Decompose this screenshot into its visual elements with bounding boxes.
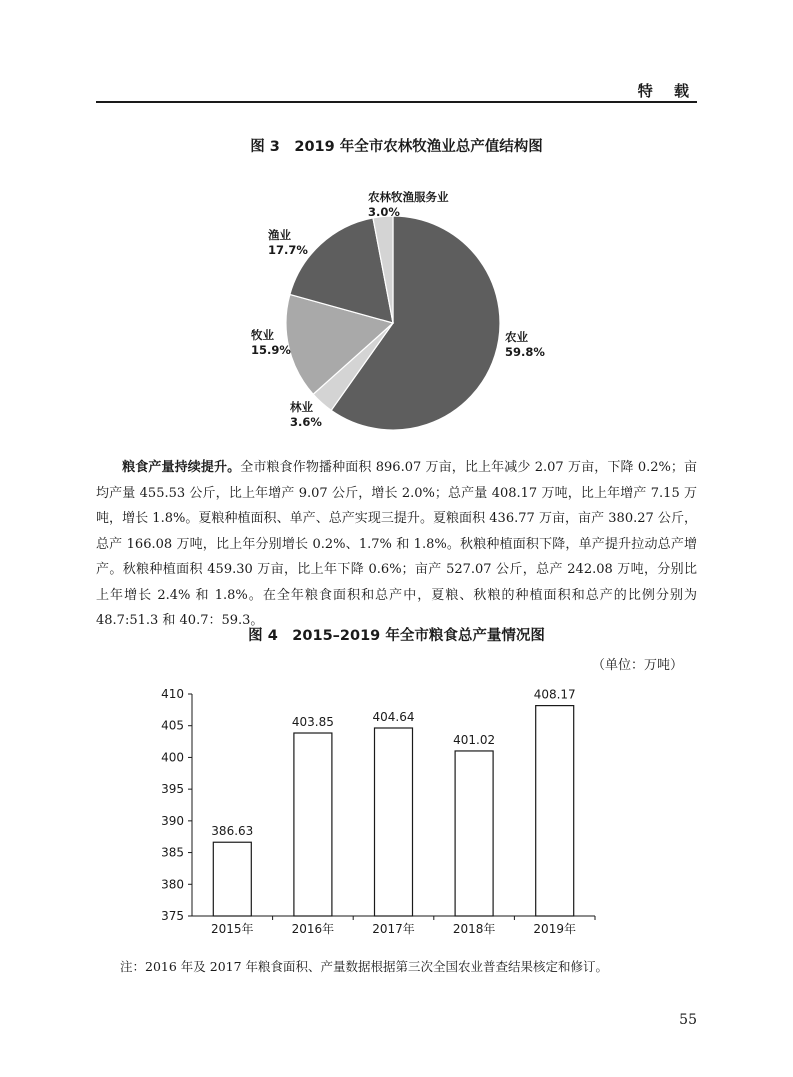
figure3-title: 图 3 2019 年全市农林牧渔业总产值结构图	[250, 139, 543, 155]
x-category-label: 2018年	[452, 922, 496, 936]
pie-label-forestry	[290, 400, 322, 430]
paragraph-lead: 粮食产量持续提升。	[122, 460, 241, 475]
y-tick-label: 380	[161, 877, 184, 892]
bar-2018年	[455, 751, 493, 916]
pie-label-fishery	[268, 228, 308, 258]
pie-label-livestock	[251, 328, 291, 358]
pie-label-agriculture-value: 59.8%	[505, 345, 545, 359]
pie-label-agriculture	[505, 330, 545, 360]
y-tick-label: 400	[161, 750, 184, 765]
pie-label-service	[368, 190, 449, 220]
x-category-label: 2015年	[211, 922, 254, 936]
x-category-label: 2016年	[291, 922, 335, 936]
figure4-title: 图 4 2015–2019 年全市粮食总产量情况图	[248, 628, 545, 644]
pie-label-fishery-value: 17.7%	[268, 243, 308, 257]
y-tick-label: 395	[161, 782, 184, 797]
y-tick-label: 405	[161, 718, 184, 733]
header-rule	[96, 101, 697, 103]
footnote: 注：2016 年及 2017 年粮食面积、产量数据根据第三次全国农业普查结果核定和修订。	[120, 959, 609, 974]
bar-value-label: 401.02	[453, 732, 496, 747]
bar-2015年	[213, 842, 251, 916]
pie-label-livestock-value: 15.9%	[251, 343, 291, 357]
pie-label-service-name: 农林牧渔服务业	[368, 190, 449, 204]
section-header: 特 载	[637, 82, 697, 100]
pie-label-forestry-value: 3.6%	[290, 415, 322, 429]
pie-label-forestry-name: 林业	[290, 400, 313, 414]
x-category-label: 2017年	[372, 922, 415, 936]
y-tick-label: 410	[161, 687, 184, 701]
x-category-label: 2019年	[533, 922, 576, 936]
pie-label-service-value: 3.0%	[368, 205, 400, 219]
bar-value-label: 403.85	[291, 715, 334, 730]
y-tick-label: 375	[161, 909, 184, 923]
pie-chart	[230, 180, 560, 450]
bar-value-label: 408.17	[533, 687, 576, 702]
bar-chart	[140, 678, 610, 940]
page-number: 55	[679, 1012, 697, 1028]
y-tick-label: 390	[161, 813, 184, 828]
bar-value-label: 386.63	[211, 824, 254, 839]
pie-label-agriculture-name: 农业	[505, 330, 528, 344]
bar-value-label: 404.64	[372, 709, 415, 724]
pie-label-livestock-name: 牧业	[251, 328, 274, 342]
unit-label: （单位：万吨）	[591, 658, 683, 673]
bar-2017年	[375, 728, 413, 916]
bar-2019年	[536, 706, 574, 916]
paragraph-body: 全市粮食作物播种面积 896.07 万亩，比上年减少 2.07 万亩，下降 0.2%；亩均产量 455.53 公斤，比上年增产 9.07 公斤，增长 2.0%；总产量 408.17 万吨，比上年增产 7.15 万吨，增长 1.8%。夏粮种植面积、单产、总产实现三提升。夏粮面积 436.77 万亩，亩产 380.27 公斤，总产 166.08 万吨，比上年分别增长 0.2%、1.7% 和 1.8%。秋粮种植面积下降，单产提升拉动总产增产。秋粮种植面积 459.30 万亩，比上年下降 0.6%；亩产 527.07 公斤，总产 242.08 万吨，分别比上年增长 2.4% 和 1.8%。在全年粮食面积和总产中，夏粮、秋粮的种植面积和总产的比例分别为 48.7:51.3 和 40.7：59.3。	[96, 460, 697, 628]
bar-2016年	[294, 733, 332, 916]
y-tick-label: 385	[161, 845, 184, 860]
body-paragraph	[96, 455, 697, 634]
bar-chart-plot	[161, 687, 595, 936]
pie-label-fishery-name: 渔业	[268, 228, 291, 242]
